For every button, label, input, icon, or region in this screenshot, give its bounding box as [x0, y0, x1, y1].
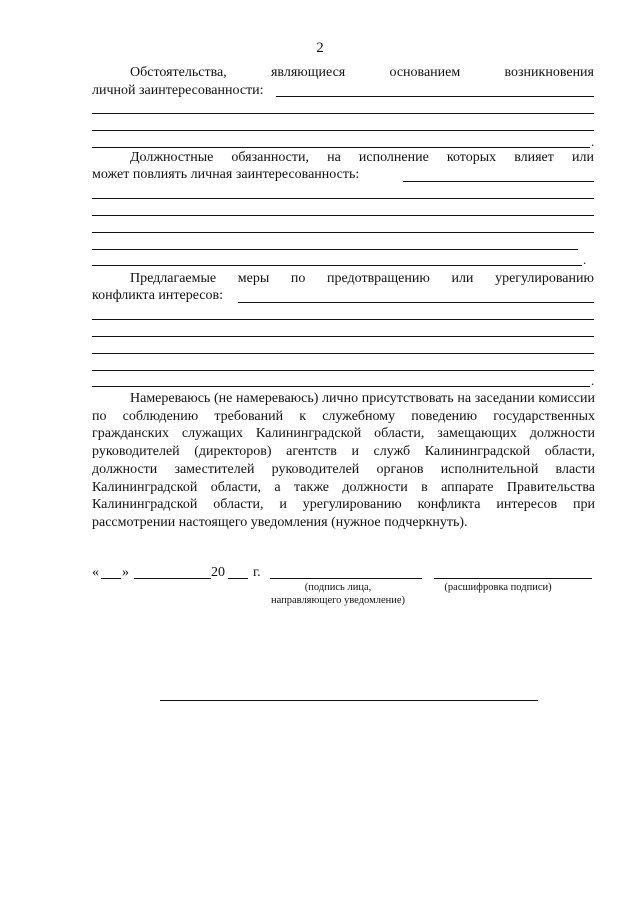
end-mark: .	[591, 373, 595, 388]
section3-heading-line1	[130, 270, 594, 288]
signature-caption	[248, 581, 428, 607]
fill-line[interactable]	[92, 113, 594, 114]
signature-decoding-field[interactable]	[434, 578, 592, 579]
quote-close: »	[122, 565, 129, 580]
quote-open: «	[92, 565, 99, 580]
fill-line[interactable]	[92, 147, 590, 148]
decoding-caption: (расшифровка подписи)	[444, 582, 552, 593]
year-suffix: г.	[253, 565, 261, 580]
heading-word: Обстоятельства,	[130, 65, 227, 80]
year-prefix: 20	[211, 565, 225, 580]
heading-word: которых	[446, 150, 497, 165]
heading-word: Предлагаемые	[130, 271, 217, 286]
fill-line[interactable]	[403, 181, 594, 182]
bottom-separator	[160, 700, 538, 701]
year-field[interactable]	[228, 578, 248, 579]
heading-word: по	[290, 271, 306, 286]
end-mark: .	[583, 252, 587, 267]
section3-heading-line2: конфликта интересов:	[92, 288, 223, 303]
heading-word: меры	[237, 271, 270, 286]
signature-field[interactable]	[270, 578, 422, 579]
heading-word: Должностные	[130, 150, 214, 165]
fill-line[interactable]	[92, 265, 582, 266]
signature-caption-line: (подпись лица,	[304, 582, 372, 593]
section2-heading-line2: может повлиять личная заинтересованность:	[92, 167, 360, 182]
section1-heading-line2: личной заинтересованности:	[92, 83, 264, 98]
fill-line[interactable]	[92, 336, 594, 337]
fill-line[interactable]	[92, 353, 594, 354]
heading-word: обязанности,	[231, 150, 310, 165]
fill-line[interactable]	[238, 302, 594, 303]
heading-word: влияет	[514, 150, 554, 165]
end-mark: .	[591, 134, 595, 149]
day-field[interactable]	[101, 578, 121, 579]
fill-line[interactable]	[92, 319, 594, 320]
fill-line[interactable]	[92, 232, 594, 233]
heading-word: на	[327, 150, 341, 165]
fill-line[interactable]	[92, 215, 594, 216]
fill-line[interactable]	[92, 386, 590, 387]
heading-word: исполнение	[358, 150, 429, 165]
fill-line[interactable]	[276, 96, 594, 97]
heading-word: урегулированию	[495, 271, 594, 286]
fill-line[interactable]	[92, 198, 594, 199]
section1-heading-line1	[130, 64, 594, 82]
heading-word: являющиеся	[270, 65, 346, 80]
heading-word: или	[571, 150, 594, 165]
heading-word: или	[451, 271, 474, 286]
heading-word: предотвращению	[326, 271, 430, 286]
fill-line[interactable]	[92, 249, 578, 250]
heading-word: основанием	[389, 65, 461, 80]
signature-caption-line: направляющего уведомление)	[270, 595, 406, 606]
heading-word: возникновения	[504, 65, 594, 80]
fill-line[interactable]	[92, 370, 594, 371]
statement-paragraph: Намереваюсь (не намереваюсь) лично присутствовать на заседании комиссии по соблюдению требований к служебному поведению государственных гражданских служащих Калининградской области, замещающих должности руководителей (директоров) агентств и служб Калининградской области, должности заместителей руководителей органов исполнительной власти Калининградской области, а также должности в аппарате Правительства Калининградской области, и урегулированию конфликта интересов при рассмотрении настоящего уведомления (нужное подчеркнуть).	[92, 391, 595, 530]
section2-heading-line1	[130, 149, 594, 167]
fill-line[interactable]	[92, 130, 594, 131]
page-number: 2	[316, 40, 324, 56]
month-field[interactable]	[134, 578, 211, 579]
